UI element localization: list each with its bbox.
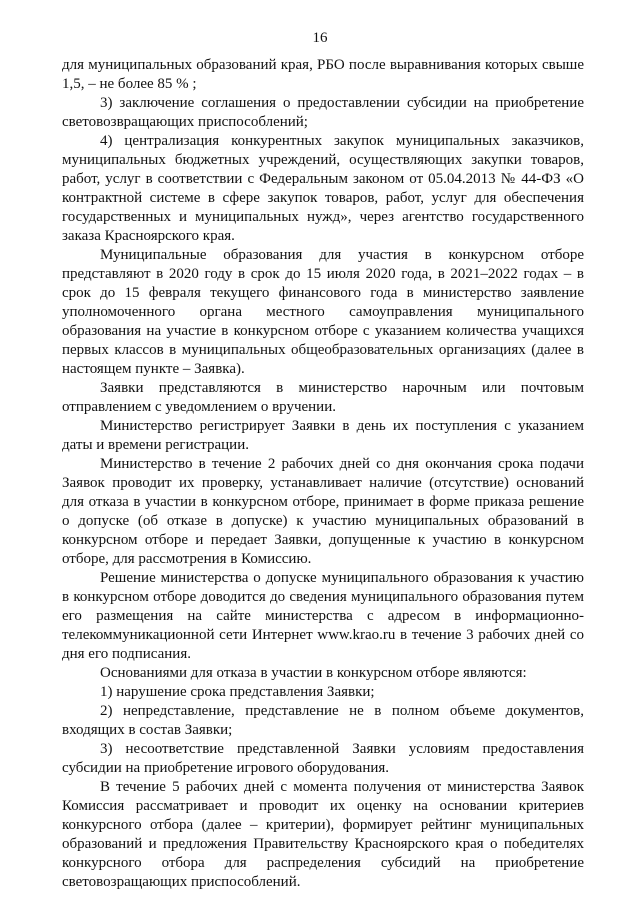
paragraph-application-delivery: Заявки представляются в министерство нарочным или почтовым отправлением с уведомлением о вручении. [62, 380, 584, 415]
paragraph-refusal-grounds: Основаниями для отказа в участии в конкурсном отборе являются: [100, 665, 527, 681]
paragraph-refusal-ground-2: 2) непредставление, представление не в полном объеме документов, входящих в состав Заявки; [62, 703, 584, 738]
paragraph-refusal-ground-1: 1) нарушение срока представления Заявки; [100, 684, 375, 700]
paragraph-application-registration: Министерство регистрирует Заявки в день их поступления с указанием даты и времени регистрации. [62, 418, 584, 453]
paragraph-commission-evaluation: В течение 5 рабочих дней с момента получения от министерства Заявок Комиссия рассматривает и проводит их оценку на основании критериев конкурсного отбора (далее – критерии), формирует рейтинг муниципальных образований и предложения Правительству Красноярского края о победителях конкурсного отбора для распределения субсидий на приобретение световозращающих приспособлений. [62, 779, 584, 890]
paragraph-refusal-ground-3: 3) несоответствие представленной Заявки условиям предоставления субсидии на приобретение игрового оборудования. [62, 741, 584, 776]
paragraph-application-review: Министерство в течение 2 рабочих дней со дня окончания срока подачи Заявок проводит их проверку, устанавливает наличие (отсутствие) оснований для отказа в участии в конкурсном отборе, принимает в форме приказа решение о допуске (об отказе в допуске) к участию муниципальных образований в конкурсном отборе и передает Заявки, допущенные к участию в конкурсном отборе, для рассмотрения в Комиссию. [62, 456, 584, 567]
page-number: 16 [312, 30, 328, 46]
document-body [62, 56, 584, 892]
paragraph-item-4: 4) централизация конкурентных закупок муниципальных заказчиков, муниципальных бюджетных учреждений, осуществляющих закупки товаров, работ, услуг в соответствии с Федеральным законом от 05.04.2013 № 44-ФЗ «О контрактной системе в сфере закупок товаров, работ, услуг для обеспечения государственных и муниципальных нужд», через агентство государственного заказа Красноярского края. [62, 133, 584, 244]
paragraph-continuation: для муниципальных образований края, РБО после выравнивания которых свыше 1,5, – не более 85 % ; [62, 57, 584, 92]
paragraph-admission-decision: Решение министерства о допуске муниципального образования к участию в конкурсном отборе доводится до сведения муниципального образования путем его размещения на сайте министерства с адресом в информационно-телекоммуникационной сети Интернет www.krao.ru в течение 3 рабочих дней со дня его подписания. [62, 570, 584, 662]
paragraph-item-3: 3) заключение соглашения о предоставлении субсидии на приобретение световозвращающих приспособлений; [62, 95, 584, 130]
paragraph-application-submission: Муниципальные образования для участия в конкурсном отборе представляют в 2020 году в срок до 15 июля 2020 года, в 2021–2022 годах – в срок до 15 февраля текущего финансового года в министерство заявление уполномоченного органа местного самоуправления муниципального образования на участие в конкурсном отборе с указанием количества учащихся первых классов в муниципальных общеобразовательных организациях (далее в настоящем пункте – Заявка). [62, 247, 584, 377]
